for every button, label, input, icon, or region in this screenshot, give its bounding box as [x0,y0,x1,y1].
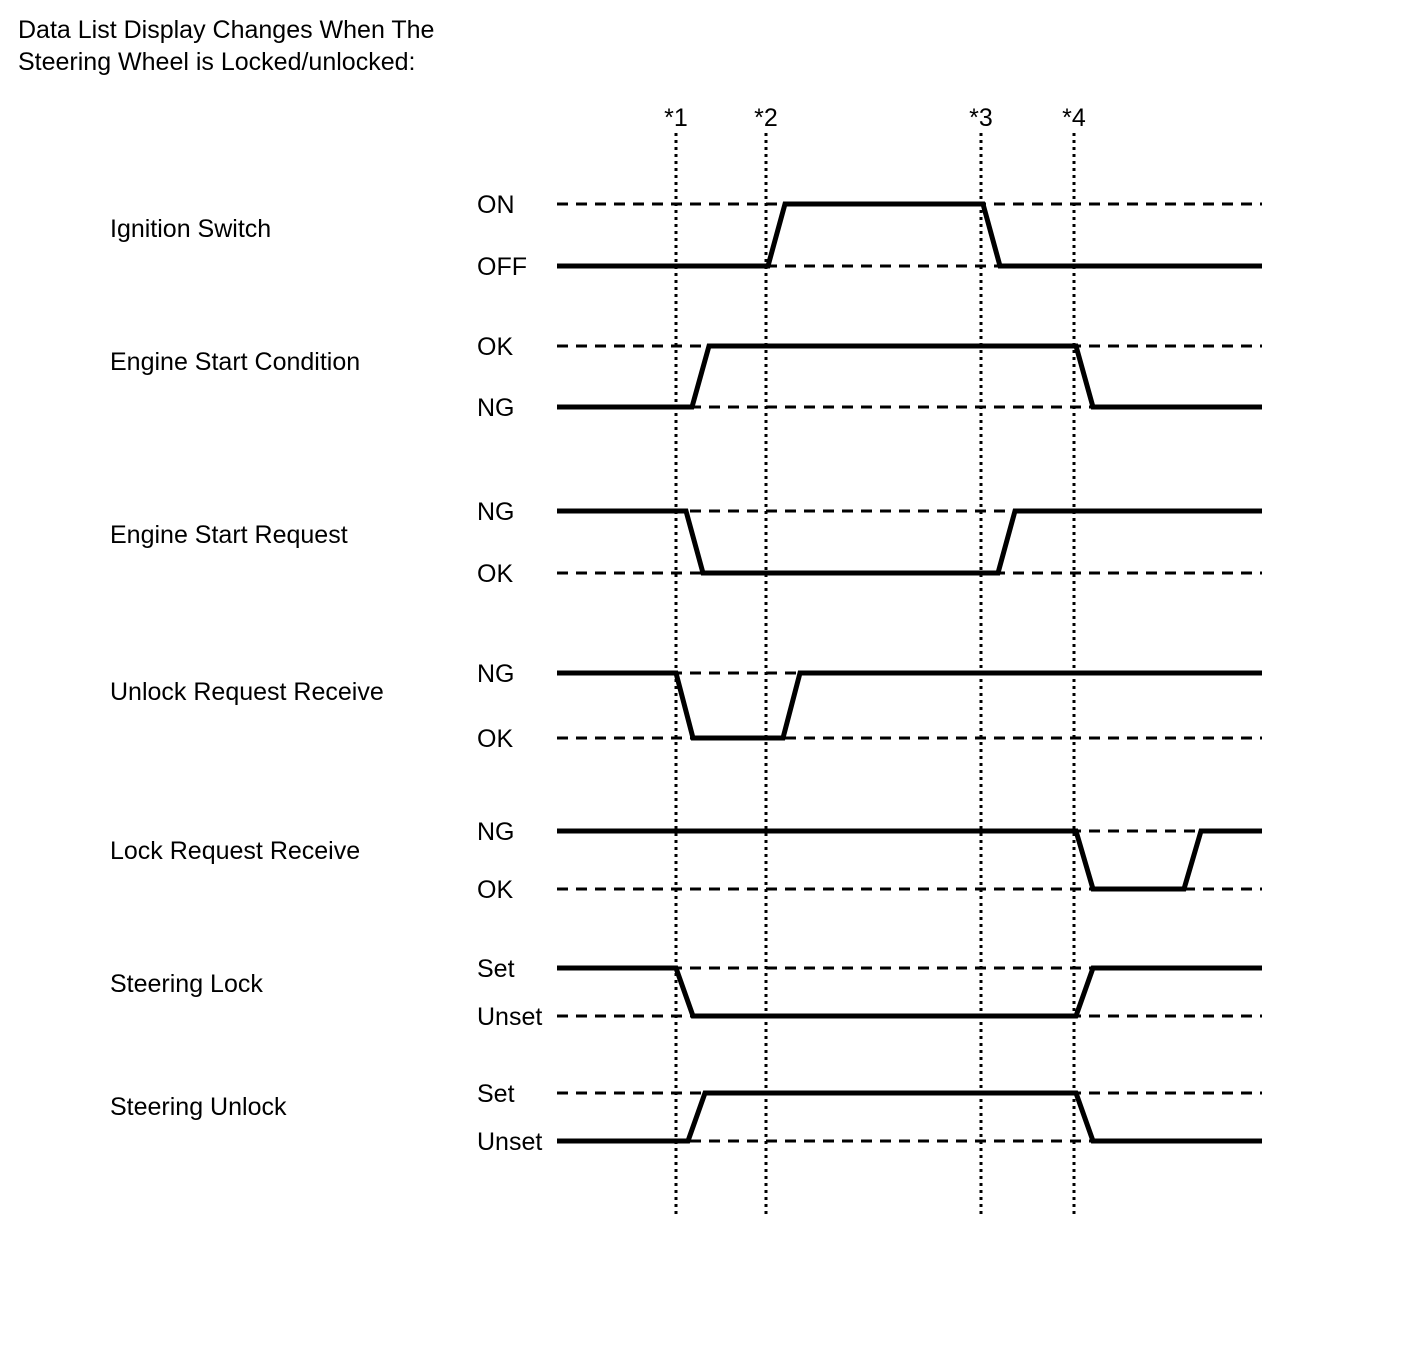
signal-name-7: Steering Unlock [110,1093,287,1121]
signal-name-2: Engine Start Condition [110,348,361,376]
signal-waveform-5 [557,831,1262,889]
signal-high-level-label-5: NG [477,818,515,846]
signal-high-level-label-6: Set [477,955,515,983]
signal-waveform-3 [557,511,1262,573]
signal-name-1: Ignition Switch [110,215,272,243]
signal-low-level-label-6: Unset [477,1003,543,1031]
signal-high-level-label-2: OK [477,333,514,361]
signal-high-level-label-4: NG [477,660,515,688]
signal-high-level-label-7: Set [477,1080,515,1108]
title-line-2: Steering Wheel is Locked/unlocked: [18,48,416,76]
signal-waveform-2 [557,346,1262,407]
signal-name-6: Steering Lock [110,970,263,998]
signal-name-3: Engine Start Request [110,521,348,549]
time-marker-label-2: *2 [754,104,778,132]
signal-low-level-label-2: NG [477,394,515,422]
signal-waveform-1 [557,204,1262,266]
signal-waveform-4 [557,673,1262,738]
signal-low-level-label-4: OK [477,725,514,753]
signal-low-level-label-7: Unset [477,1128,543,1156]
signal-high-level-label-1: ON [477,191,515,219]
signal-waveform-6 [557,968,1262,1016]
signal-name-5: Lock Request Receive [110,837,361,865]
time-marker-label-3: *3 [969,104,993,132]
time-marker-label-4: *4 [1062,104,1086,132]
signal-low-level-label-3: OK [477,560,514,588]
title-line-1: Data List Display Changes When The [18,16,435,44]
signal-high-level-label-3: NG [477,498,515,526]
signal-low-level-label-1: OFF [477,253,527,281]
signal-low-level-label-5: OK [477,876,514,904]
time-marker-label-1: *1 [664,104,688,132]
signal-name-4: Unlock Request Receive [110,678,384,706]
signal-waveform-7 [557,1093,1262,1141]
